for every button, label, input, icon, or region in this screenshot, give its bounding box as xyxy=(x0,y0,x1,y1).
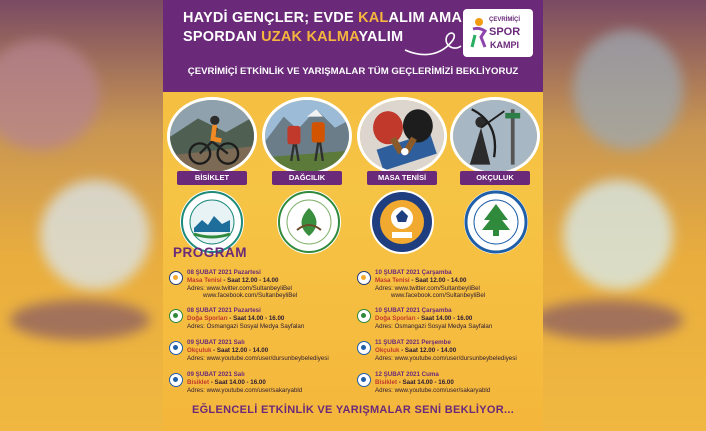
sport-card-bisiklet xyxy=(167,97,257,187)
sport-card-masa-tenisi xyxy=(357,97,447,187)
dursunbey-badge-icon xyxy=(357,341,371,355)
blurred-background-left xyxy=(0,0,163,431)
municipality-seal-osmangazi xyxy=(277,190,341,254)
subtitle-banner: ÇEVRİMİÇİ ETKİNLİK VE YARIŞMALAR TÜM GEÇLERİMİZİ BEKLİYORUZ xyxy=(187,66,519,77)
osmangazi-badge-icon xyxy=(169,309,183,323)
blurred-background-right xyxy=(543,0,706,431)
sport-label: MASA TENİSİ xyxy=(367,171,437,185)
sakarya-badge-icon xyxy=(357,373,371,387)
decorative-swoosh-icon xyxy=(403,26,463,62)
sultanbeyli-badge-icon xyxy=(357,271,371,285)
sport-card-dagcilik xyxy=(262,97,352,187)
runner-logo-icon xyxy=(469,17,489,49)
headline: HAYDİ GENÇLER; EVDE KALALIM AMA SPORDAN UZAK KALMAYALIM xyxy=(183,10,463,45)
sport-label: DAĞCILIK xyxy=(272,171,342,185)
schedule-entry: 09 ŞUBAT 2021 Salı Okçuluk - Saat 12.00 - 14.00 Adres: www.youtube.com/user/dursunbeybelediyesi xyxy=(169,339,349,369)
schedule-entry: 08 ŞUBAT 2021 Pazartesi Masa Tenisi - Saat 12.00 - 14.00 Adres: www.twitter.com/SultanbeyliBel www.facebook.com/SultanbeyliBel xyxy=(169,269,349,299)
sport-label: OKÇULUK xyxy=(460,171,530,185)
spor-kampi-logo: ÇEVRİMİÇİ SPOR KAMPI xyxy=(463,9,533,57)
archery-photo xyxy=(450,97,540,175)
schedule-entry: 09 ŞUBAT 2021 Salı Bisiklet - Saat 14.00 - 16.00 Adres: www.youtube.com/user/sakaryabld xyxy=(169,371,349,401)
municipality-seal-sultanbeyli xyxy=(370,190,434,254)
event-poster xyxy=(163,0,543,431)
footer-slogan: EĞLENCELİ ETKİNLİK VE YARIŞMALAR SENİ BEKLİYOR... xyxy=(191,404,515,416)
sport-card-okculuk xyxy=(450,97,540,187)
schedule-entry: 12 ŞUBAT 2021 Cuma Bisiklet - Saat 14.00 - 16.00 Adres: www.youtube.com/user/sakaryabld xyxy=(357,371,537,401)
sultanbeyli-badge-icon xyxy=(169,271,183,285)
schedule-entry: 08 ŞUBAT 2021 Pazartesi Doğa Sporları - Saat 14.00 - 16.00 Adres: Osmangazi Sosyal Medya Sayfaları xyxy=(169,307,349,337)
sakarya-badge-icon xyxy=(169,373,183,387)
schedule-entry: 10 ŞUBAT 2021 Çarşamba Masa Tenisi - Saat 12.00 - 14.00 Adres: www.twitter.com/SultanbeyliBel www.facebook.com/SultanbeyliBel xyxy=(357,269,537,299)
schedule-entry: 11 ŞUBAT 2021 Perşembe Okçuluk - Saat 12.00 - 14.00 Adres: www.youtube.com/user/dursunbeybelediyesi xyxy=(357,339,537,369)
osmangazi-badge-icon xyxy=(357,309,371,323)
municipality-seal-dursunbey xyxy=(464,190,528,254)
dursunbey-badge-icon xyxy=(169,341,183,355)
bicycle-photo xyxy=(167,97,257,175)
schedule-entry: 10 ŞUBAT 2021 Çarşamba Doğa Sporları - Saat 14.00 - 16.00 Adres: Osmangazi Sosyal Medya Sayfaları xyxy=(357,307,537,337)
sport-label: BİSİKLET xyxy=(177,171,247,185)
program-title: PROGRAM xyxy=(173,245,247,260)
mountaineering-photo xyxy=(262,97,352,175)
table-tennis-photo xyxy=(357,97,447,175)
